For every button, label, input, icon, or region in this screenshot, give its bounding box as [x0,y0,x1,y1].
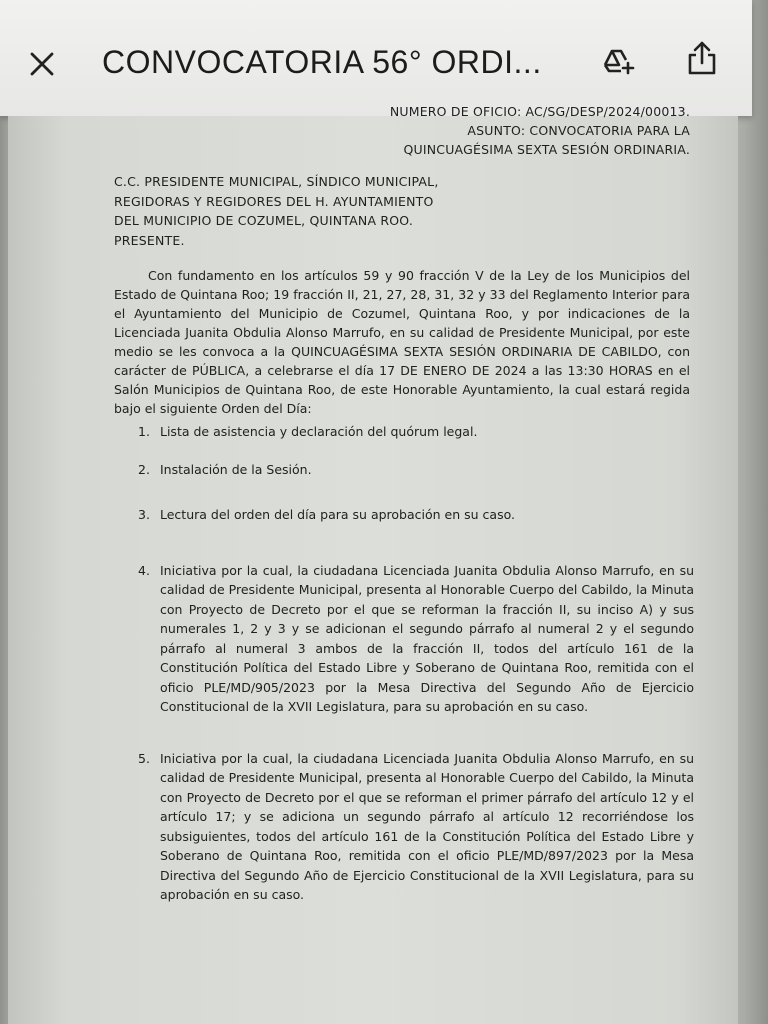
document-header [390,102,690,159]
document-page [8,104,738,1024]
addressee-line: REGIDORAS Y REGIDORES DEL H. AYUNTAMIENTO [114,193,434,209]
office-number: NUMERO DE OFICIO: AC/SG/DESP/2024/00013. [389,104,690,119]
share-button[interactable] [680,36,724,80]
agenda-item [138,422,694,442]
addressee-line: PRESENTE. [114,232,185,248]
document-title: CONVOCATORIA 56° ORDI... [102,43,542,80]
agenda-item-number: 4. [138,562,150,578]
close-button[interactable] [24,46,60,82]
app-bar [0,0,752,116]
agenda-item [138,561,694,717]
agenda-item-text: Lista de asistencia y declaración del quórum legal. [160,424,478,439]
agenda-item [138,749,694,905]
addressee-block [114,172,439,250]
agenda-item-text: Lectura del orden del día para su aprobación en su caso. [160,507,515,522]
agenda-item-number: 2. [138,461,150,477]
agenda-item-text: Iniciativa por la cual, la ciudadana Licenciada Juanita Obdulia Alonso Marrufo, en su calidad de Presidente Municipal, presenta al Honorable Cuerpo del Cabildo, la Minuta con Proyecto de Decreto por el que se reforman la fracción II, su inciso A) y sus numerales 1, 2 y 3 y se adicionan el segundo párrafo al numeral 2 y el segundo párrafo al numeral 3 ambos de la fracción II, todos del artículo 161 de la Constitución Política del Estado Libre y Soberano de Quintana Roo, remitida con el oficio PLE/MD/905/2023 por la Mesa Directiva del Segundo Año de Ejercicio Constitucional de la XVII Legislatura, para su aprobación en su caso. [160,562,694,714]
intro-paragraph: Con fundamento en los artículos 59 y 90 fracción V de la Ley de los Municipios del Estado de Quintana Roo; 19 fracción II, 21, 27, 28, 31, 32 y 33 del Reglamento Interior para el Ayuntamiento del Municipio de Cozumel, Quintana Roo, y por indicaciones de la Licenciada Juanita Obdulia Alonso Marrufo, en su calidad de Presidente Municipal, por este medio se les convoca a la QUINCUAGÉSIMA SEXTA SESIÓN ORDINARIA DE CABILDO, con carácter de PÚBLICA, a celebrarse el día 17 DE ENERO DE 2024 a las 13:30 HORAS en el Salón Municipios de Quintana Roo, de este Honorable Ayuntamiento, la cual estará regida bajo el siguiente Orden del Día: [114,268,690,416]
agenda-item [138,460,694,480]
add-to-drive-icon [599,39,637,77]
agenda-list [138,422,694,905]
agenda-item-text: Iniciativa por la cual, la ciudadana Licenciada Juanita Obdulia Alonso Marrufo, en su calidad de Presidente Municipal, presenta al Honorable Cuerpo del Cabildo, la Minuta con Proyecto de Decreto por el que se reforman el primer párrafo del artículo 12 y el artículo 17; y se adiciona un segundo párrafo al artículo 12 recorriéndose los subsiguientes, todos del artículo 161 de la Constitución Política del Estado Libre y Soberano de Quintana Roo, remitida con el oficio PLE/MD/897/2023 por la Mesa Directiva del Segundo Año de Ejercicio Constitucional de la XVII Legislatura, para su aprobación en su caso. [160,750,694,902]
agenda-item-number: 1. [138,424,150,439]
close-icon [29,51,55,77]
subject-line: ASUNTO: CONVOCATORIA PARA LA [467,123,690,138]
add-to-drive-button[interactable] [596,36,640,80]
agenda-item-number: 5. [138,750,150,766]
subject-line-2: QUINCUAGÉSIMA SEXTA SESIÓN ORDINARIA. [403,142,690,157]
agenda-item-text: Instalación de la Sesión. [160,461,312,477]
agenda-item [138,505,694,525]
addressee-line: C.C. PRESIDENTE MUNICIPAL, SÍNDICO MUNICIPAL, [114,174,439,189]
share-icon [685,39,719,77]
addressee-line: DEL MUNICIPIO DE COZUMEL, QUINTANA ROO. [114,213,413,228]
agenda-item-number: 3. [138,507,150,522]
